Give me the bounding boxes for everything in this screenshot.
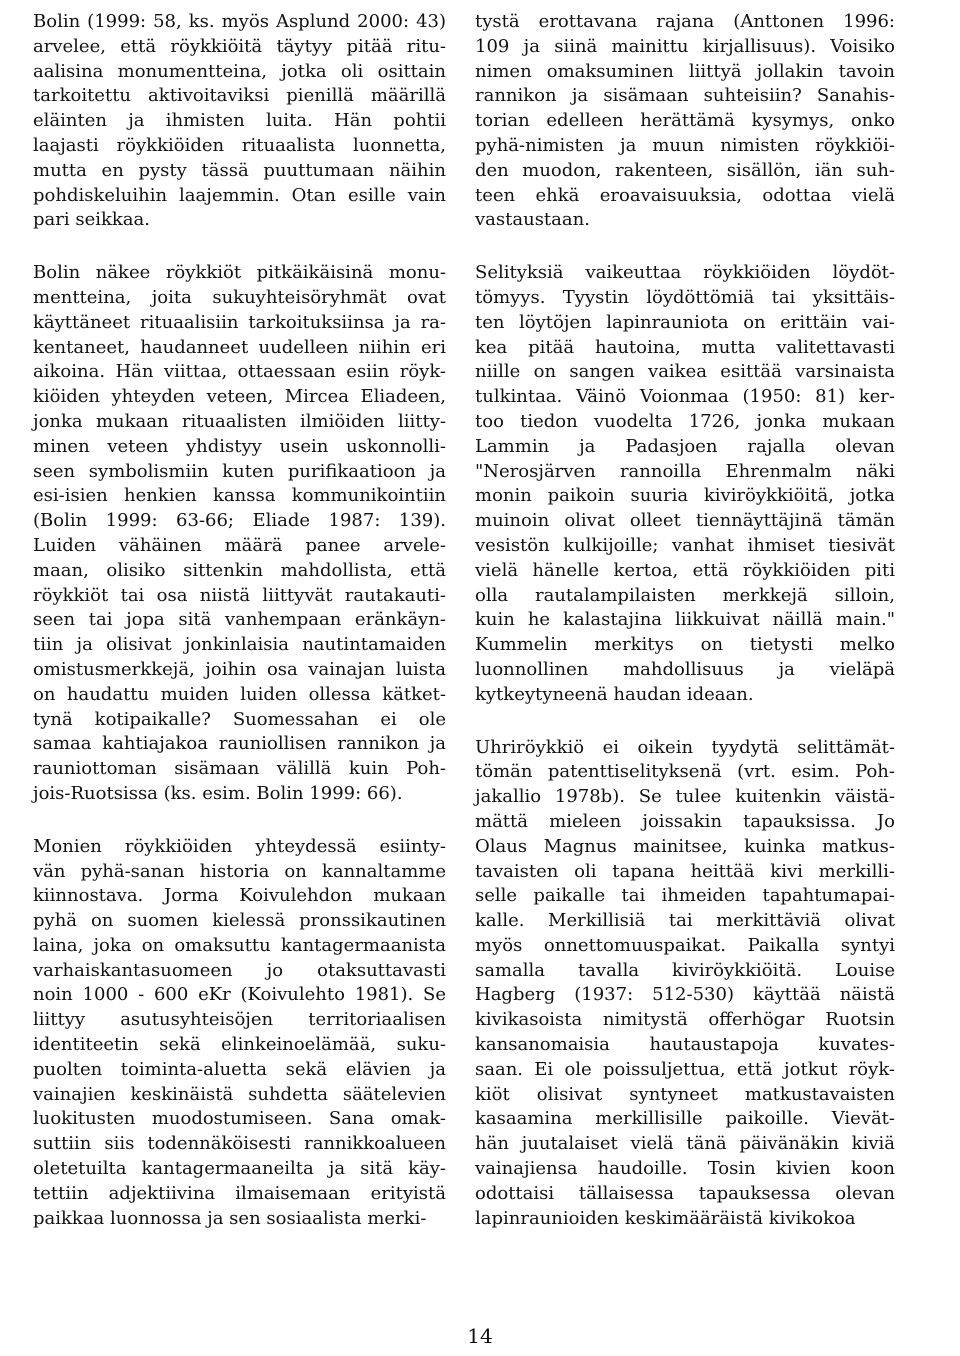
text-line: niille on sangen vaikea esittää varsinaista — [475, 361, 895, 383]
text-line: (Bolin 1999: 63-66; Eliade 1987: 139). — [33, 510, 446, 532]
text-line: hän juutalaiset vielä tänä päivänäkin kiviä — [475, 1133, 895, 1155]
text-line: jois-Ruotsissa (ks. esim. Bolin 1999: 66). — [33, 782, 403, 804]
text-line: den muodon, rakenteen, sisällön, iän suh- — [475, 159, 895, 181]
text-line: Kummelin merkitys on tietysti melko — [475, 634, 895, 656]
paragraph — [475, 10, 895, 233]
text-line: saan. Ei ole poissuljettua, että jotkut röyk- — [475, 1058, 895, 1080]
text-line: samalla tavalla kiviröykkiöitä. Louise — [475, 959, 895, 981]
text-line: odottaisi tällaisessa tapauksessa olevan — [475, 1182, 895, 1204]
text-line: kiöt olisivat syntyneet matkustavaisten — [475, 1083, 895, 1105]
paragraph — [33, 261, 446, 807]
text-line: kasaamina merkillisille paikoille. Vievät- — [475, 1108, 895, 1130]
text-line: Selityksiä vaikeuttaa röykkiöiden löydöt- — [475, 262, 895, 284]
text-line: kivikasoista nimitystä offerhögar Ruotsin — [475, 1009, 895, 1031]
text-line: kiöiden yhteyden veteen, Mircea Eliadeen, — [33, 386, 446, 408]
text-line: tettiin adjektiivina ilmaisemaan erityistä — [33, 1182, 446, 1204]
text-line: Uhriröykkiö ei oikein tyydytä selittämät- — [475, 736, 895, 758]
text-line: pyhä on suomen kielessä pronssikautinen — [33, 910, 446, 932]
paragraph — [33, 10, 446, 233]
text-line: esi-isien henkien kanssa kommunikointiin — [33, 485, 446, 507]
text-line: samaa kahtiajakoa rauniollisen rannikon ja — [33, 733, 446, 755]
text-line: tynä kotipaikalle? Suomessahan ei ole — [33, 708, 446, 730]
text-line: selle paikalle tai ihmeiden tapahtumapai- — [475, 885, 895, 907]
text-line: Luiden vähäinen määrä panee arvele- — [33, 534, 446, 556]
text-line: ten löytöjen lapinrauniota on erittäin vai- — [475, 311, 895, 333]
text-line: myös onnettomuuspaikat. Paikalla syntyi — [475, 934, 895, 956]
left-column — [33, 10, 446, 1231]
text-line: kytkeytyneenä haudan ideaan. — [475, 683, 754, 705]
text-line: Bolin näkee röykkiöt pitkäikäisinä monu- — [33, 262, 446, 284]
text-line: kalle. Merkillisiä tai merkittäviä olivat — [475, 910, 895, 932]
text-line: vän pyhä-sanan historia on kannaltamme — [33, 860, 446, 882]
text-line: Hagberg (1937: 512-530) käyttää näistä — [475, 984, 895, 1006]
text-line: kea pitää hautoina, mutta valitettavasti — [475, 336, 895, 358]
text-line: jakallio 1978b). Se tulee kuitenkin väistä- — [475, 786, 895, 808]
paragraph — [475, 261, 895, 707]
text-line: röykkiöt tai osa niistä liittyvät rautakauti- — [33, 584, 446, 606]
text-line: tystä erottavana rajana (Anttonen 1996: — [475, 11, 895, 32]
text-line: vastaustaan. — [475, 209, 590, 231]
text-line: varhaiskantasuomeen jo otaksuttavasti — [33, 959, 446, 981]
text-line: tarkoitettu aktivoitaviksi pienillä määrillä — [33, 85, 446, 107]
text-line: minen veteen yhdistyy usein uskonnolli- — [33, 435, 446, 457]
text-line: luonnollinen mahdollisuus ja vieläpä — [475, 658, 895, 680]
text-line: noin 1000 - 600 eKr (Koivulehto 1981). Se — [33, 984, 446, 1006]
text-line: paikkaa luonnossa ja sen sosiaalista merki- — [33, 1207, 427, 1229]
text-line: torian edelleen herättämä kysymys, onko — [475, 110, 895, 132]
text-line: omistusmerkkejä, joihin osa vainajan luista — [33, 658, 446, 680]
text-line: liittyy asutusyhteisöjen territoriaalisen — [33, 1009, 446, 1031]
text-line: aikoina. Hän viittaa, ottaessaan esiin röyk- — [33, 361, 446, 383]
text-line: 109 ja siinä mainittu kirjallisuus). Voisiko — [475, 35, 895, 57]
text-line: käyttäneet rituaalisiin tarkoituksiinsa ja ra- — [33, 311, 446, 333]
text-line: suttiin siis todennäköisesti rannikkoalueen — [33, 1133, 446, 1155]
text-line: rannikon ja sisämaan suhteisiin? Sanahis- — [475, 85, 895, 107]
text-line: tavaisten oli tapana heittää kivi merkilli- — [475, 860, 895, 882]
text-line: vielä hänelle kertoa, että röykkiöiden piti — [475, 559, 895, 581]
text-line: Monien röykkiöiden yhteydessä esiinty- — [33, 835, 446, 857]
text-line: pohdiskeluihin laajemmin. Otan esille vain — [33, 184, 446, 206]
text-line: "Nerosjärven rannoilla Ehrenmalm näki — [475, 460, 895, 482]
text-line: maan, olisiko sittenkin mahdollista, että — [33, 559, 446, 581]
text-line: jonka mukaan rituaalisten ilmiöiden liitty- — [33, 410, 446, 432]
text-line: tiin ja olisivat jonkinlaisia nautintamaiden — [33, 634, 446, 656]
text-line: nimen omaksuminen liittyä jollakin tavoin — [475, 60, 895, 82]
text-line: puolten toiminta-aluetta sekä elävien ja — [33, 1058, 446, 1080]
text-line: Lammin ja Padasjoen rajalla olevan — [475, 435, 895, 457]
text-line: luokitusten muodostumiseen. Sana omak- — [33, 1108, 446, 1130]
text-line: Bolin (1999: 58, ks. myös Asplund 2000: 43) — [33, 11, 446, 32]
text-line: muinoin olivat olleet tiennäyttäjinä tämän — [475, 510, 895, 532]
text-line: mutta en pysty tässä puuttumaan näihin — [33, 159, 446, 181]
text-line: olla rautalampilaisten merkkejä silloin, — [475, 584, 895, 606]
text-line: oletetuilta kantagermaaneilta ja sitä käy- — [33, 1158, 446, 1180]
text-line: tömyys. Tyystin löydöttömiä tai yksittäis- — [475, 286, 895, 308]
text-line: lapinraunioiden keskimääräistä kivikokoa — [475, 1207, 856, 1229]
text-line: vainajien keskinäistä suhdetta säätelevien — [33, 1083, 446, 1105]
right-column — [475, 10, 895, 1231]
text-line: kentaneet, haudanneet uudelleen niihin eri — [33, 336, 446, 358]
text-line: kuin he kalastajina liikkuivat näillä main." — [475, 609, 895, 631]
text-line: vainajiensa haudoille. Tosin kivien koon — [475, 1158, 895, 1180]
text-line: vesistön kulkijoille; vanhat ihmiset tiesivät — [475, 534, 895, 556]
paragraph — [475, 736, 895, 1232]
text-line: Olaus Magnus mainitsee, kuinka matkus- — [475, 835, 895, 857]
text-line: mentteina, joita sukuyhteisöryhmät ovat — [33, 286, 446, 308]
text-line: identiteetin sekä elinkeinoelämää, suku- — [33, 1034, 446, 1056]
text-line: teen ehkä eroavaisuuksia, odottaa vielä — [475, 184, 895, 206]
text-line: pyhä-nimisten ja muun nimisten röykkiöi- — [475, 134, 895, 156]
text-line: mättä mieleen joissakin tapauksissa. Jo — [475, 810, 895, 832]
text-line: monin paikoin suuria kiviröykkiöitä, jotka — [475, 485, 895, 507]
text-line: aalisina monumentteina, jotka oli osittain — [33, 60, 446, 82]
text-line: tulkintaa. Väinö Voionmaa (1950: 81) ker- — [475, 386, 895, 408]
text-line: laina, joka on omaksuttu kantagermaanista — [33, 934, 446, 956]
text-line: seen tai jopa sitä vanhempaan eränkäyn- — [33, 609, 446, 631]
page-number: 14 — [467, 1324, 493, 1348]
text-line: rauniottoman sisämaan välillä kuin Poh- — [33, 758, 446, 780]
text-line: on haudattu muiden luiden ollessa kätket- — [33, 683, 446, 705]
text-line: pari seikkaa. — [33, 209, 150, 231]
text-line: kiinnostava. Jorma Koivulehdon mukaan — [33, 885, 446, 907]
text-line: tömän patenttiselityksenä (vrt. esim. Poh- — [475, 761, 895, 783]
text-line: seen symbolismiin kuten purifikaatioon ja — [33, 460, 446, 482]
paragraph — [33, 835, 446, 1232]
text-line: too tiedon vuodelta 1726, jonka mukaan — [475, 410, 895, 432]
text-line: arvelee, että röykkiöitä täytyy pitää ritu- — [33, 35, 446, 57]
text-line: laajasti röykkiöiden rituaalista luonnetta, — [33, 134, 446, 156]
text-line: eläinten ja ihmisten luita. Hän pohtii — [33, 110, 446, 132]
text-line: kansanomaisia hautaustapoja kuvates- — [475, 1034, 895, 1056]
